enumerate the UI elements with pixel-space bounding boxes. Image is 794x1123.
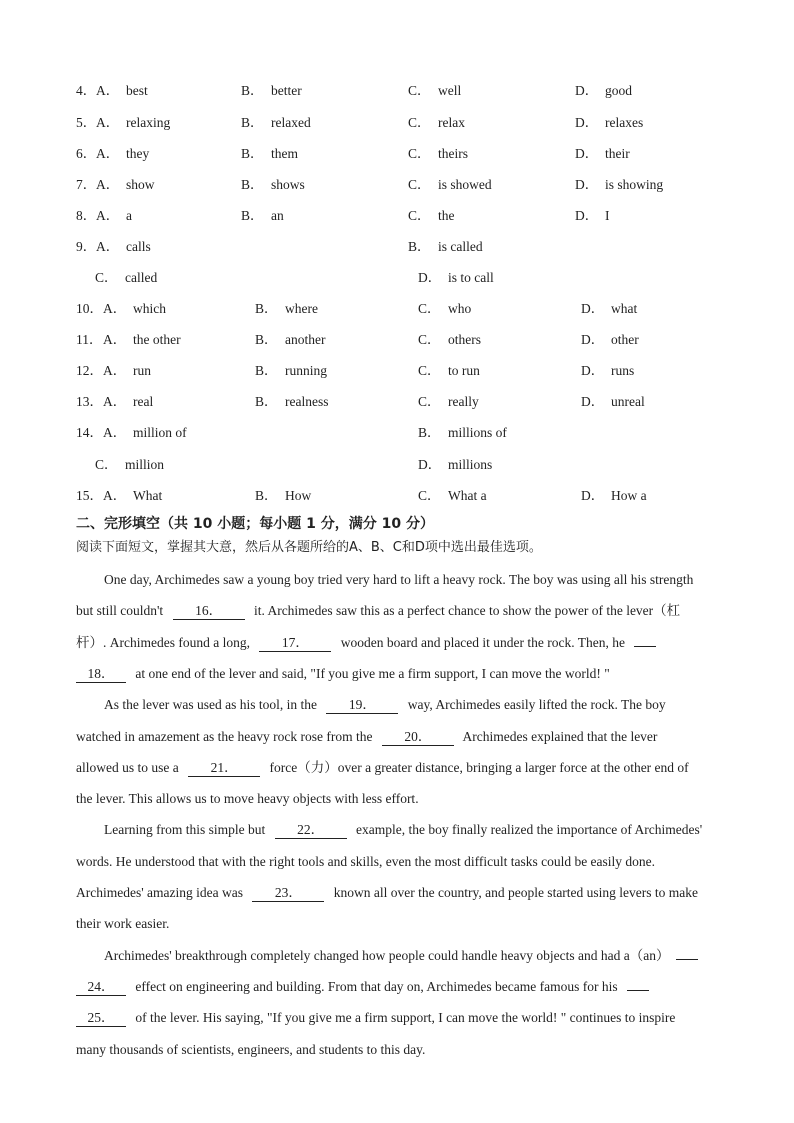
option-letter: C．: [408, 208, 431, 223]
option-text: realness: [285, 394, 329, 409]
question-number: 11．: [76, 332, 103, 347]
option-text: what: [611, 301, 638, 316]
option-text: million: [125, 457, 165, 472]
option-text: another: [285, 332, 326, 347]
option-text: the other: [133, 332, 181, 347]
option-letter: C．: [95, 270, 118, 285]
option-letter: C．: [418, 332, 441, 347]
cloze-blank[interactable]: [627, 990, 649, 991]
passage-line: 25． of the lever. His saying, "If you give me a firm support, I can move the world! " continues to inspire: [76, 1008, 675, 1028]
option-letter: B．: [255, 301, 278, 316]
option-text: real: [133, 394, 154, 409]
option-text: I: [605, 208, 610, 223]
passage-line: their work easier.: [76, 916, 170, 932]
option-text: How a: [611, 488, 647, 503]
option-text: is to call: [448, 270, 494, 285]
option-text: What: [133, 488, 163, 503]
cloze-blank[interactable]: 19．: [326, 697, 398, 714]
option-text: a: [126, 208, 132, 223]
option-text: their: [605, 146, 630, 161]
option-text: which: [133, 301, 166, 316]
section-instruction: 阅读下面短文，掌握其大意，然后从各题所给的A、B、C和D项中选出最佳选项。: [76, 540, 542, 555]
option-letter: B．: [241, 83, 264, 98]
question-13-options: [0, 392, 794, 412]
option-text: good: [605, 83, 632, 98]
option-letter: D．: [575, 83, 599, 98]
question-number: 10．: [76, 301, 103, 316]
question-number: 4．: [76, 83, 97, 98]
question-number: 6．: [76, 146, 97, 161]
question-number: 12．: [76, 363, 103, 378]
option-letter: C．: [408, 83, 431, 98]
option-letter: B．: [408, 239, 431, 254]
option-text: well: [438, 83, 462, 98]
option-text: millions of: [448, 425, 507, 440]
option-letter: D．: [575, 177, 599, 192]
question-11-options: [0, 330, 794, 350]
question-5-options: [0, 113, 794, 133]
option-letter: D．: [581, 332, 605, 347]
option-text: shows: [271, 177, 305, 192]
passage-line: words. He understood that with the right tools and skills, even the most difficult tasks could be easily done.: [76, 853, 656, 869]
option-letter: B．: [255, 332, 278, 347]
option-text: to run: [448, 363, 480, 378]
option-letter: D．: [575, 146, 599, 161]
option-text: the: [438, 208, 455, 223]
question-9-options: [0, 237, 794, 257]
option-letter: B．: [241, 115, 264, 130]
option-letter: C．: [408, 177, 431, 192]
option-text: where: [285, 301, 318, 316]
option-letter: C．: [418, 363, 441, 378]
question-15-options: [0, 486, 794, 506]
option-text: calls: [126, 239, 151, 254]
question-9-options: [0, 268, 794, 288]
option-letter: D．: [581, 301, 605, 316]
option-text: an: [271, 208, 284, 223]
passage-line: One day, Archimedes saw a young boy tried very hard to lift a heavy rock. The boy was using all his strength: [104, 572, 694, 587]
question-number: 8．: [76, 208, 97, 223]
passage-line: As the lever was used as his tool, in the 19． way, Archimedes easily lifted the rock. The boy: [104, 697, 666, 713]
option-letter: D．: [418, 457, 442, 472]
option-text: who: [448, 301, 472, 316]
option-letter: D．: [575, 208, 599, 223]
passage-line: but still couldn't 16． it. Archimedes saw this as a perfect chance to show the power of the lever（杠: [76, 603, 681, 619]
option-letter: B．: [241, 146, 264, 161]
option-text: theirs: [438, 146, 468, 161]
option-letter: A．: [103, 363, 127, 378]
cloze-blank[interactable]: 18．: [76, 666, 126, 683]
option-text: is showing: [605, 177, 664, 192]
option-text: run: [133, 363, 151, 378]
passage-line: 18． at one end of the lever and said, "If you give me a firm support, I can move the world! ": [76, 664, 610, 684]
option-letter: B．: [255, 488, 278, 503]
option-letter: D．: [581, 394, 605, 409]
option-letter: A．: [96, 115, 120, 130]
question-7-options: [0, 175, 794, 195]
option-letter: B．: [418, 425, 441, 440]
question-6-options: [0, 144, 794, 164]
option-letter: D．: [418, 270, 442, 285]
option-text: millions: [448, 457, 493, 472]
option-letter: C．: [408, 146, 431, 161]
cloze-blank[interactable]: 23．: [252, 885, 324, 902]
option-text: other: [611, 332, 639, 347]
option-letter: A．: [103, 425, 127, 440]
option-letter: A．: [103, 394, 127, 409]
question-14-options: [0, 455, 794, 475]
cloze-blank[interactable]: 16．: [173, 603, 245, 620]
cloze-blank[interactable]: 22．: [275, 822, 347, 839]
option-letter: A．: [103, 301, 127, 316]
option-text: really: [448, 394, 479, 409]
question-14-options: [0, 423, 794, 443]
question-4-options: [0, 81, 794, 101]
question-number: 5．: [76, 115, 97, 130]
cloze-blank[interactable]: 21．: [188, 760, 260, 777]
option-letter: D．: [581, 363, 605, 378]
option-text: relaxes: [605, 115, 644, 130]
option-letter: B．: [241, 177, 264, 192]
option-text: relax: [438, 115, 465, 130]
passage-line: Archimedes' amazing idea was 23． known all over the country, and people started using levers to make: [76, 885, 699, 900]
option-text: best: [126, 83, 148, 98]
question-number: 7．: [76, 177, 97, 192]
option-text: them: [271, 146, 298, 161]
passage-line: Learning from this simple but 22． example, the boy finally realized the importance of Archimedes': [104, 822, 703, 838]
cloze-blank[interactable]: 25．: [76, 1010, 126, 1027]
option-text: unreal: [611, 394, 645, 409]
question-number: 13．: [76, 394, 103, 409]
question-number: 15．: [76, 488, 103, 503]
option-letter: C．: [418, 394, 441, 409]
option-letter: B．: [255, 394, 278, 409]
option-letter: A．: [96, 239, 120, 254]
question-10-options: [0, 299, 794, 319]
option-text: better: [271, 83, 302, 98]
option-letter: A．: [96, 208, 120, 223]
option-letter: D．: [575, 115, 599, 130]
option-letter: A．: [96, 146, 120, 161]
option-letter: C．: [418, 488, 441, 503]
option-letter: D．: [581, 488, 605, 503]
option-text: million of: [133, 425, 187, 440]
cloze-blank[interactable]: 24．: [76, 979, 126, 996]
option-letter: C．: [95, 457, 118, 472]
option-text: is showed: [438, 177, 492, 192]
option-text: running: [285, 363, 327, 378]
cloze-blank[interactable]: 17．: [259, 635, 331, 652]
option-letter: C．: [418, 301, 441, 316]
option-text: relaxing: [126, 115, 171, 130]
section-heading: 二、完形填空（共 10 小题；每小题 1 分，满分 10 分）: [76, 516, 434, 532]
question-number: 9．: [76, 239, 97, 254]
option-letter: A．: [96, 83, 120, 98]
option-letter: A．: [103, 332, 127, 347]
option-text: relaxed: [271, 115, 311, 130]
cloze-blank[interactable]: [676, 959, 698, 960]
option-letter: B．: [255, 363, 278, 378]
passage-line: the lever. This allows us to move heavy objects with less effort.: [76, 791, 419, 807]
passage-line: 24． effect on engineering and building. From that day on, Archimedes became famous for his: [76, 977, 655, 997]
option-letter: A．: [96, 177, 120, 192]
question-12-options: [0, 361, 794, 381]
passage-line: allowed us to use a 21． force（力）over a greater distance, bringing a larger force at the other end of: [76, 759, 689, 775]
passage-line: 杆）. Archimedes found a long, 17． wooden board and placed it under the rock. Then, he: [76, 633, 662, 653]
passage-line: many thousands of scientists, engineers, and students to this day.: [76, 1041, 426, 1057]
option-text: is called: [438, 239, 483, 254]
passage-line: Archimedes' breakthrough completely changed how people could handle heavy objects and had a（an）: [104, 946, 704, 966]
option-letter: A．: [103, 488, 127, 503]
question-8-options: [0, 206, 794, 226]
passage-line: watched in amazement as the heavy rock rose from the 20． Archimedes explained that the lever: [76, 728, 658, 744]
cloze-blank[interactable]: [634, 646, 656, 647]
option-text: others: [448, 332, 481, 347]
option-text: called: [125, 270, 158, 285]
option-text: show: [126, 177, 155, 192]
option-text: runs: [611, 363, 635, 378]
cloze-blank[interactable]: 20．: [382, 729, 454, 746]
option-text: they: [126, 146, 150, 161]
option-text: What a: [448, 488, 487, 503]
option-letter: B．: [241, 208, 264, 223]
question-number: 14．: [76, 425, 103, 440]
option-letter: C．: [408, 115, 431, 130]
option-text: How: [285, 488, 312, 503]
